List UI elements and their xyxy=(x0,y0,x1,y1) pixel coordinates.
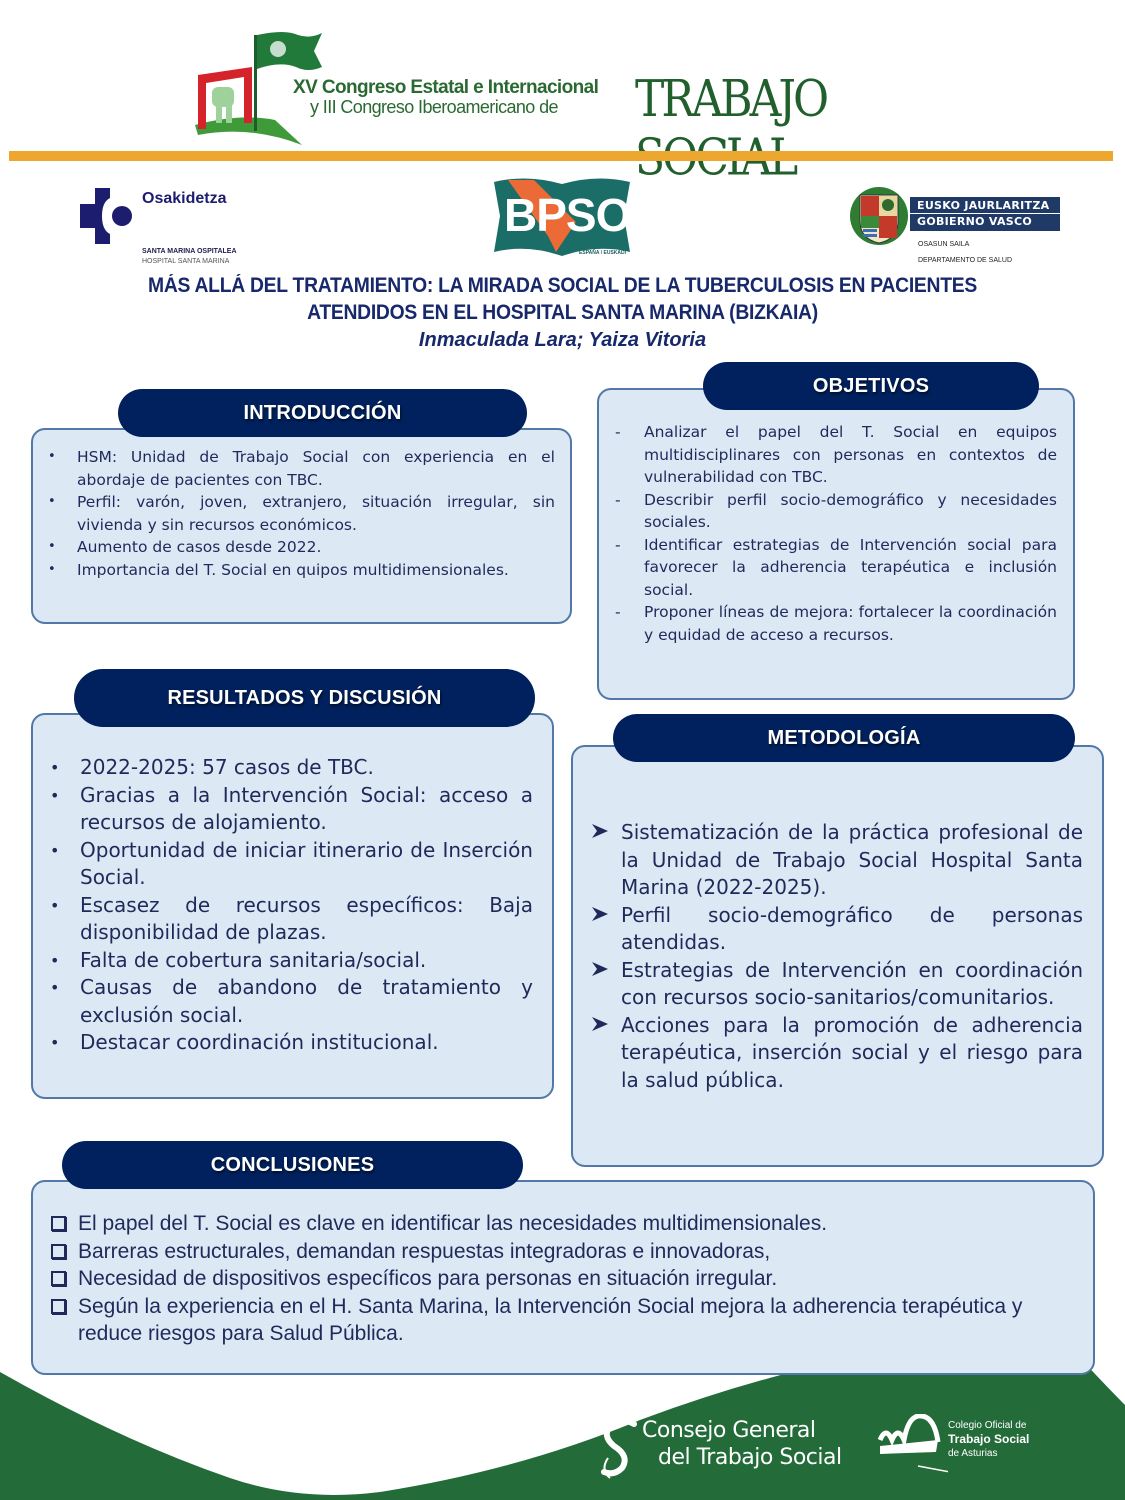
list-item-text: Falta de cobertura sanitaria/social. xyxy=(80,947,427,972)
list-item xyxy=(46,446,555,491)
basque-coat-of-arms-icon xyxy=(848,185,910,247)
poster-title-line-1: MÁS ALLÁ DEL TRATAMIENTO: LA MIRADA SOCIAL DE LA TUBERCULOSIS EN PACIENTES xyxy=(148,274,977,297)
list-item xyxy=(46,974,533,1029)
bpso-subtitle: ESPAÑA / EUSKADI xyxy=(579,250,626,256)
bullet-icon: • xyxy=(48,449,56,464)
list-item xyxy=(51,1265,1081,1293)
list-item-text: Perfil socio-demográfico de personas atendidas. xyxy=(621,902,1083,954)
list-item xyxy=(51,1210,1081,1238)
resultados-heading: RESULTADOS Y DISCUSIÓN xyxy=(74,669,535,727)
congress-title xyxy=(293,77,598,117)
gobierno-vasco-line-2: GOBIERNO VASCO xyxy=(917,215,1033,228)
checkbox-bullet-icon xyxy=(51,1299,66,1314)
list-item-text: Describir perfil socio-demográfico y necesidades sociales. xyxy=(644,490,1057,531)
list-item-text: Gracias a la Intervención Social: acceso a recursos de alojamiento. xyxy=(80,782,533,834)
osakidetza-subtitle-2: HOSPITAL SANTA MARINA xyxy=(142,258,230,265)
bpso-name: BPSO xyxy=(504,189,631,241)
osakidetza-subtitle-1: SANTA MARINA OSPITALEA xyxy=(142,248,237,255)
list-item-text: El papel del T. Social es clave en identificar las necesidades multidimensionales. xyxy=(78,1212,828,1235)
list-item xyxy=(615,421,1057,489)
bullet-icon: • xyxy=(50,950,60,970)
list-item-text: Identificar estrategias de Intervención social para favorecer la adherencia terapéutica e inclusión social. xyxy=(644,535,1057,599)
colegio-line-2: Trabajo Social xyxy=(948,1432,1030,1446)
bullet-icon: • xyxy=(50,785,60,805)
resultados-content xyxy=(46,754,533,1057)
header-divider xyxy=(9,151,1113,161)
bullet-icon: • xyxy=(48,539,56,554)
bpso-logo xyxy=(492,176,632,258)
consejo-general-logo xyxy=(600,1418,860,1478)
congress-brand-wordmark: TRABAJO xyxy=(635,70,827,129)
bullet-icon: • xyxy=(50,1033,60,1052)
colegio-line-1: Colegio Oficial de xyxy=(948,1420,1027,1431)
list-item-text: 2022-2025: 57 casos de TBC. xyxy=(80,755,374,779)
list-item xyxy=(46,1029,533,1057)
list-item-text: Acciones para la promoción de adherencia terapéutica, inserción social y el riesgo para la salud pública. xyxy=(621,1012,1083,1092)
conclusiones-heading: CONCLUSIONES xyxy=(62,1141,523,1189)
consejo-line-2: del Trabajo Social xyxy=(658,1445,842,1470)
list-item xyxy=(615,601,1057,646)
list-item xyxy=(591,1012,1083,1095)
metodologia-heading: METODOLOGÍA xyxy=(613,714,1075,762)
dash-icon: - xyxy=(615,535,621,554)
gobierno-vasco-logo xyxy=(848,185,1063,270)
list-item-text: Proponer líneas de mejora: fortalecer la coordinación y equidad de acceso a recursos. xyxy=(644,603,1057,644)
list-item-text: Escasez de recursos específicos: Baja disponibilidad de plazas. xyxy=(80,892,533,944)
objetivos-list xyxy=(615,421,1057,646)
consejo-line-1: Consejo General xyxy=(642,1418,816,1443)
list-item-text: Barreras estructurales, demandan respuestas integradoras e innovadoras, xyxy=(78,1239,771,1263)
flag-emblem-icon xyxy=(270,41,286,57)
list-item-text: Sistematización de la práctica profesional de la Unidad de Trabajo Social Hospital Santa Marina (2022-2025). xyxy=(621,820,1083,899)
list-item-text: Importancia del T. Social en quipos multidimensionales. xyxy=(77,560,509,579)
bullet-icon: • xyxy=(50,840,60,860)
introduccion-list xyxy=(46,446,555,581)
gobierno-vasco-subtitle-2: DEPARTAMENTO DE SALUD xyxy=(918,257,1013,264)
objetivos-heading: OBJETIVOS xyxy=(703,362,1039,410)
checkbox-bullet-icon xyxy=(51,1271,66,1286)
bullet-icon: • xyxy=(48,494,56,509)
list-item xyxy=(46,536,555,559)
osakidetza-name: Osakidetza xyxy=(142,190,227,207)
list-item xyxy=(46,491,555,536)
list-item-text: HSM: Unidad de Trabajo Social con experiencia en el abordaje de pacientes con TBC. xyxy=(77,448,555,489)
arrow-bullet-icon xyxy=(591,960,609,978)
gobierno-vasco-subtitle-1: OSASUN SAILA xyxy=(918,241,970,248)
bullet-icon: • xyxy=(50,895,60,915)
resultados-list xyxy=(46,754,533,1057)
list-item xyxy=(46,782,533,837)
metodologia-list xyxy=(591,819,1083,1094)
metodologia-content xyxy=(591,819,1083,1094)
poster-authors: Inmaculada Lara; Yaiza Vitoria xyxy=(418,329,707,351)
osakidetza-cross-icon xyxy=(80,188,136,244)
conclusiones-content xyxy=(51,1210,1081,1348)
list-item xyxy=(591,902,1083,957)
list-item xyxy=(51,1238,1081,1266)
list-item xyxy=(591,819,1083,902)
checkbox-bullet-icon xyxy=(51,1216,66,1231)
list-item-text: Analizar el papel del T. Social en equipos multidisciplinares con personas en contextos de vulnerabilidad con TBC. xyxy=(644,423,1057,486)
dash-icon: - xyxy=(615,423,621,441)
bullet-icon: • xyxy=(50,758,60,777)
list-item-text: Necesidad de dispositivos específicos para personas en situación irregular. xyxy=(78,1267,778,1290)
dash-icon: - xyxy=(615,490,621,509)
colegio-line-3: de Asturias xyxy=(948,1448,998,1459)
list-item-text: Perfil: varón, joven, extranjero, situación irregular, sin vivienda y sin recursos económicos. xyxy=(77,493,555,534)
list-item xyxy=(591,957,1083,1012)
list-item xyxy=(46,837,533,892)
introduccion-heading: INTRODUCCIÓN xyxy=(118,389,527,437)
bullet-icon: • xyxy=(50,978,60,997)
gobierno-vasco-line-1: EUSKO JAURLARITZA xyxy=(917,199,1050,212)
list-item xyxy=(46,892,533,947)
list-item xyxy=(615,489,1057,534)
arrow-bullet-icon xyxy=(591,822,609,840)
list-item xyxy=(46,947,533,975)
dash-icon: - xyxy=(615,603,621,621)
arrow-bullet-icon xyxy=(591,905,609,923)
congress-line-2: y III Congreso Iberoamericano de xyxy=(310,97,558,117)
list-item xyxy=(46,754,533,782)
list-item xyxy=(46,559,555,582)
list-item-text: Causas de abandono de tratamiento y exclusión social. xyxy=(80,975,533,1027)
conclusiones-list xyxy=(51,1210,1081,1348)
objetivos-content xyxy=(615,421,1057,646)
arrow-bullet-icon xyxy=(591,1015,609,1033)
colegio-arches-icon xyxy=(878,1414,948,1486)
list-item-text: Estrategias de Intervención en coordinación con recursos socio-sanitarios/comunitarios. xyxy=(621,957,1083,1009)
list-item xyxy=(615,534,1057,602)
introduccion-content xyxy=(46,446,555,581)
poster-title-block xyxy=(0,272,1125,354)
list-item-text: Destacar coordinación institucional. xyxy=(80,1030,439,1054)
list-item xyxy=(51,1293,1081,1348)
list-item-text: Oportunidad de iniciar itinerario de Inserción Social. xyxy=(80,837,533,889)
congress-banner xyxy=(190,25,940,150)
congress-line-1: XV Congreso Estatal e Internacional xyxy=(293,77,599,98)
gobierno-vasco-band-divider xyxy=(910,213,1060,214)
list-item-text: Según la experiencia en el H. Santa Marina, la Intervención Social mejora la adherencia terapéutica y reduce riesgos para Salud Pública. xyxy=(78,1294,1023,1345)
bullet-icon: • xyxy=(48,561,56,577)
list-item-text: Aumento de casos desde 2022. xyxy=(77,538,322,556)
poster-title-line-2: ATENDIDOS EN EL HOSPITAL SANTA MARINA (BIZKAIA) xyxy=(307,301,818,324)
checkbox-bullet-icon xyxy=(51,1244,66,1259)
consejo-s-icon xyxy=(600,1418,644,1480)
osakidetza-logo xyxy=(80,188,260,268)
colegio-asturias-logo xyxy=(878,1414,1058,1489)
